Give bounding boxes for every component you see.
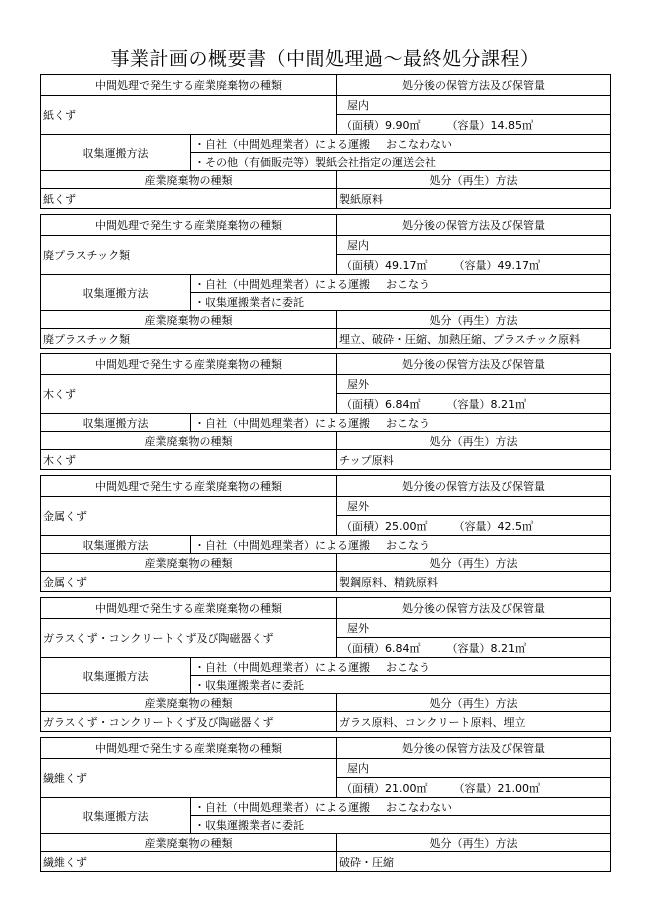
- waste-name: 木くず: [41, 375, 337, 413]
- disposal-value: 製紙原料: [339, 192, 383, 206]
- waste-table-paper: [40, 74, 611, 209]
- transport-methods: [191, 536, 610, 553]
- header-disposal: 処分（再生）方法: [429, 556, 518, 570]
- kind-value: 紙くず: [41, 189, 337, 208]
- storage-area: （面積）6.84㎡: [341, 641, 421, 655]
- header-waste-type: 中間処理で発生する産業廃棄物の種類: [41, 354, 337, 374]
- transport-methods: [191, 275, 610, 310]
- header-waste-type: 中間処理で発生する産業廃棄物の種類: [41, 215, 337, 235]
- storage-cell: [337, 375, 610, 413]
- waste-name: 紙くず: [41, 96, 337, 134]
- header-disposal: 処分（再生）方法: [429, 696, 518, 710]
- storage-capacity: （容量）42.5㎥: [453, 519, 533, 533]
- storage-capacity: （容量）8.21㎥: [446, 641, 526, 655]
- transport-label: 収集運搬方法: [41, 798, 191, 833]
- kind-value: 木くず: [41, 450, 337, 469]
- storage-amount: [337, 255, 610, 274]
- waste-table-textile: [40, 737, 611, 872]
- storage-area: （面積）9.90㎡: [341, 118, 421, 132]
- header-kind: 産業廃棄物の種類: [41, 311, 337, 328]
- waste-name: 金属くず: [41, 497, 337, 535]
- kind-value: 繊維くず: [41, 852, 337, 871]
- header-kind: 産業廃棄物の種類: [41, 171, 337, 188]
- header-waste-type: 中間処理で発生する産業廃棄物の種類: [41, 75, 337, 95]
- disposal-value: ガラス原料、コンクリート原料、埋立: [339, 715, 526, 729]
- waste-name: 繊維くず: [41, 759, 337, 797]
- header-storage: 処分後の保管方法及び保管量: [402, 358, 545, 371]
- header-kind: 産業廃棄物の種類: [41, 554, 337, 571]
- storage-location: 屋内: [337, 236, 610, 255]
- disposal-value: 製鋼原料、精銑原料: [339, 575, 438, 589]
- kind-value: 金属くず: [41, 572, 337, 591]
- storage-capacity: （容量）21.00㎥: [453, 781, 540, 795]
- transport-methods: [191, 135, 610, 170]
- header-disposal: 処分（再生）方法: [429, 173, 518, 187]
- storage-location: 屋外: [337, 497, 610, 516]
- storage-amount: [337, 394, 610, 413]
- storage-cell: [337, 619, 610, 657]
- transport-label: 収集運搬方法: [41, 414, 191, 431]
- header-disposal: 処分（再生）方法: [429, 836, 518, 850]
- waste-name: 廃プラスチック類: [41, 236, 337, 274]
- transport-methods: [191, 414, 610, 431]
- transport-label: 収集運搬方法: [41, 536, 191, 553]
- storage-location: 屋外: [337, 619, 610, 638]
- transport-method-1: ・自社（中間処理業者）による運搬 おこなう: [194, 416, 430, 430]
- storage-amount: [337, 638, 610, 657]
- header-kind: 産業廃棄物の種類: [41, 834, 337, 851]
- page-title: 事業計画の概要書（中間処理過～最終処分課程）: [110, 48, 540, 70]
- storage-cell: [337, 497, 610, 535]
- transport-methods: [191, 798, 610, 833]
- storage-area: （面積）25.00㎡: [341, 519, 428, 533]
- waste-table-glass: [40, 597, 611, 732]
- header-disposal: 処分（再生）方法: [429, 434, 518, 448]
- header-storage: 処分後の保管方法及び保管量: [402, 219, 545, 232]
- waste-name: ガラスくず・コンクリートくず及び陶磁器くず: [41, 619, 337, 657]
- waste-table-metal: [40, 475, 611, 592]
- transport-label: 収集運搬方法: [41, 275, 191, 310]
- header-storage: 処分後の保管方法及び保管量: [402, 79, 545, 92]
- transport-method-2: ・収集運搬業者に委託: [191, 292, 610, 310]
- header-waste-type: 中間処理で発生する産業廃棄物の種類: [41, 476, 337, 496]
- storage-area: （面積）6.84㎡: [341, 397, 421, 411]
- transport-label: 収集運搬方法: [41, 658, 191, 693]
- kind-value: 廃プラスチック類: [41, 329, 337, 348]
- header-storage: 処分後の保管方法及び保管量: [402, 602, 545, 615]
- storage-area: （面積）21.00㎡: [341, 781, 428, 795]
- disposal-value: チップ原料: [339, 453, 394, 467]
- storage-cell: [337, 236, 610, 274]
- transport-method-1: ・自社（中間処理業者）による運搬 おこなう: [194, 538, 430, 552]
- header-waste-type: 中間処理で発生する産業廃棄物の種類: [41, 598, 337, 618]
- transport-method-2: ・収集運搬業者に委託: [191, 675, 610, 693]
- header-kind: 産業廃棄物の種類: [41, 694, 337, 711]
- kind-value: ガラスくず・コンクリートくず及び陶磁器くず: [41, 712, 337, 731]
- header-waste-type: 中間処理で発生する産業廃棄物の種類: [41, 738, 337, 758]
- storage-location: 屋内: [337, 759, 610, 778]
- storage-capacity: （容量）8.21㎥: [446, 397, 526, 411]
- transport-method-1: ・自社（中間処理業者）による運搬 おこなう: [194, 277, 430, 291]
- transport-method-2: ・その他（有価販売等）製紙会社指定の運送会社: [191, 152, 610, 170]
- disposal-value: 埋立、破砕・圧縮、加熱圧縮、プラスチック原料: [339, 332, 581, 346]
- disposal-value: 破砕・圧縮: [339, 855, 394, 869]
- header-storage: 処分後の保管方法及び保管量: [402, 742, 545, 755]
- storage-cell: [337, 759, 610, 797]
- storage-amount: [337, 115, 610, 134]
- storage-location: 屋内: [337, 96, 610, 115]
- header-disposal: 処分（再生）方法: [429, 313, 518, 327]
- waste-table-wood: [40, 353, 611, 470]
- storage-location: 屋外: [337, 375, 610, 394]
- storage-amount: [337, 778, 610, 797]
- transport-method-1: ・自社（中間処理業者）による運搬 おこなわない: [194, 800, 452, 814]
- storage-area: （面積）49.17㎡: [341, 258, 428, 272]
- waste-table-plastic: [40, 214, 611, 349]
- header-storage: 処分後の保管方法及び保管量: [402, 480, 545, 493]
- transport-label: 収集運搬方法: [41, 135, 191, 170]
- transport-method-1: ・自社（中間処理業者）による運搬 おこなう: [194, 660, 430, 674]
- storage-cell: [337, 96, 610, 134]
- transport-method-2: ・収集運搬業者に委託: [191, 815, 610, 833]
- header-kind: 産業廃棄物の種類: [41, 432, 337, 449]
- storage-capacity: （容量）49.17㎥: [453, 258, 540, 272]
- storage-amount: [337, 516, 610, 535]
- transport-method-1: ・自社（中間処理業者）による運搬 おこなわない: [194, 137, 452, 151]
- storage-capacity: （容量）14.85㎥: [446, 118, 533, 132]
- transport-methods: [191, 658, 610, 693]
